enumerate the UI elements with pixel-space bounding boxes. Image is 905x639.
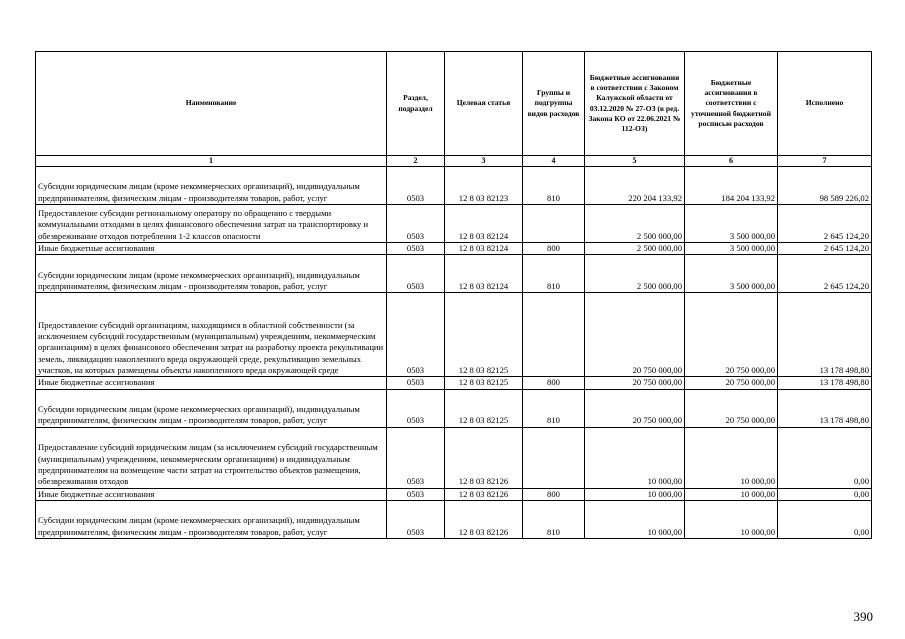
row-group: 800 — [523, 243, 585, 255]
row-name: Иные бюджетные ассигнования — [36, 243, 387, 255]
table-row — [36, 377, 872, 389]
row-refined-amount: 10 000,00 — [685, 501, 778, 539]
row-target: 12 8 03 82126 — [445, 501, 523, 539]
row-refined-amount: 3 500 000,00 — [685, 255, 778, 293]
row-section: 0503 — [387, 205, 445, 243]
row-law-amount: 10 000,00 — [585, 488, 685, 500]
header-section: Раздел, подраздел — [387, 52, 445, 156]
row-refined-amount: 20 750 000,00 — [685, 389, 778, 427]
row-law-amount: 20 750 000,00 — [585, 293, 685, 377]
header-name: Наименование — [36, 52, 387, 156]
row-executed-amount: 0,00 — [778, 501, 872, 539]
table-row — [36, 427, 872, 488]
row-group — [523, 293, 585, 377]
table-row — [36, 293, 872, 377]
column-number: 6 — [685, 156, 778, 167]
header-target: Целевая статья — [445, 52, 523, 156]
budget-table — [35, 51, 872, 539]
row-group: 800 — [523, 488, 585, 500]
row-law-amount: 2 500 000,00 — [585, 205, 685, 243]
row-refined-amount: 3 500 000,00 — [685, 243, 778, 255]
column-number: 1 — [36, 156, 387, 167]
row-target: 12 8 03 82124 — [445, 205, 523, 243]
row-law-amount: 10 000,00 — [585, 501, 685, 539]
column-number: 3 — [445, 156, 523, 167]
row-group: 810 — [523, 255, 585, 293]
row-target: 12 8 03 82125 — [445, 389, 523, 427]
table-row — [36, 501, 872, 539]
row-executed-amount: 2 645 124,20 — [778, 205, 872, 243]
row-section: 0503 — [387, 488, 445, 500]
row-section: 0503 — [387, 389, 445, 427]
column-number: 4 — [523, 156, 585, 167]
row-executed-amount: 2 645 124,20 — [778, 255, 872, 293]
row-executed-amount: 13 178 498,80 — [778, 389, 872, 427]
table-row — [36, 167, 872, 205]
row-refined-amount: 20 750 000,00 — [685, 293, 778, 377]
row-name: Субсидии юридическим лицам (кроме некоммерческих организаций), индивидуальным предпринимателям, физическим лицам - производителям товаров, работ, услуг — [36, 389, 387, 427]
column-number: 5 — [585, 156, 685, 167]
row-executed-amount: 98 589 226,02 — [778, 167, 872, 205]
header-executed: Исполнено — [778, 52, 872, 156]
row-law-amount: 220 204 133,92 — [585, 167, 685, 205]
row-executed-amount: 13 178 498,80 — [778, 293, 872, 377]
header-row — [36, 52, 872, 156]
column-number: 7 — [778, 156, 872, 167]
row-law-amount: 2 500 000,00 — [585, 255, 685, 293]
row-name: Субсидии юридическим лицам (кроме некоммерческих организаций), индивидуальным предпринимателям, физическим лицам - производителям товаров, работ, услуг — [36, 501, 387, 539]
row-target: 12 8 03 82126 — [445, 488, 523, 500]
row-section: 0503 — [387, 427, 445, 488]
row-name: Предоставление субсидий юридическим лицам (за исключением субсидий государственным (муниципальным) учреждениям, некоммерческим организациям) и индивидуальным предпринимателям на возмещение части затрат на строительство объектов размещения, обезвреживания отходов — [36, 427, 387, 488]
header-groups: Группы и подгруппы видов расходов — [523, 52, 585, 156]
row-section: 0503 — [387, 167, 445, 205]
row-target: 12 8 03 82125 — [445, 377, 523, 389]
row-name: Предоставление субсидии региональному оператору по обращению с твердыми коммунальными отходами в целях финансового обеспечения затрат на транспортировку и обезвреживание отходов потребления 1-2 классов опасности — [36, 205, 387, 243]
row-executed-amount: 2 645 124,20 — [778, 243, 872, 255]
row-group: 810 — [523, 167, 585, 205]
header-refined: Бюджетные ассигнования в соответствии с уточненной бюджетной росписью расходов — [685, 52, 778, 156]
row-name: Субсидии юридическим лицам (кроме некоммерческих организаций), индивидуальным предпринимателям, физическим лицам - производителям товаров, работ, услуг — [36, 167, 387, 205]
row-law-amount: 2 500 000,00 — [585, 243, 685, 255]
table-row — [36, 243, 872, 255]
row-section: 0503 — [387, 377, 445, 389]
row-name: Иные бюджетные ассигнования — [36, 488, 387, 500]
row-executed-amount: 0,00 — [778, 488, 872, 500]
column-number: 2 — [387, 156, 445, 167]
column-number-row — [36, 156, 872, 167]
row-name: Иные бюджетные ассигнования — [36, 377, 387, 389]
row-target: 12 8 03 82124 — [445, 255, 523, 293]
page-number: 390 — [853, 609, 873, 624]
row-law-amount: 10 000,00 — [585, 427, 685, 488]
row-refined-amount: 10 000,00 — [685, 488, 778, 500]
row-refined-amount: 20 750 000,00 — [685, 377, 778, 389]
table-row — [36, 488, 872, 500]
row-group — [523, 205, 585, 243]
row-section: 0503 — [387, 255, 445, 293]
row-name: Предоставление субсидий организациям, находящимся в областной собственности (за исключением субсидий государственным (муниципальным) учреждениям, некоммерческим организациям) в целях финансового обеспечения затрат на разработку проекта рекультивации земель, ликвидацию накопленного вреда окружающей среде, рекультивацию земельных участков, на которых размещены объекты накопленного вреда окружающей среде — [36, 293, 387, 377]
row-target: 12 8 03 82126 — [445, 427, 523, 488]
row-section: 0503 — [387, 293, 445, 377]
row-name: Субсидии юридическим лицам (кроме некоммерческих организаций), индивидуальным предпринимателям, физическим лицам - производителям товаров, работ, услуг — [36, 255, 387, 293]
row-section: 0503 — [387, 501, 445, 539]
row-refined-amount: 184 204 133,92 — [685, 167, 778, 205]
row-law-amount: 20 750 000,00 — [585, 377, 685, 389]
row-law-amount: 20 750 000,00 — [585, 389, 685, 427]
row-target: 12 8 03 82125 — [445, 293, 523, 377]
header-law: Бюджетные ассигнования в соответствии с Законом Калужской области от 03.12.2020 № 27-ОЗ (в ред. Закона КО от 22.06.2021 № 112-ОЗ) — [585, 52, 685, 156]
table-row — [36, 255, 872, 293]
row-target: 12 8 03 82124 — [445, 243, 523, 255]
row-group: 810 — [523, 389, 585, 427]
table-row — [36, 205, 872, 243]
row-group — [523, 427, 585, 488]
row-target: 12 8 03 82123 — [445, 167, 523, 205]
row-executed-amount: 0,00 — [778, 427, 872, 488]
row-group: 800 — [523, 377, 585, 389]
row-section: 0503 — [387, 243, 445, 255]
row-refined-amount: 3 500 000,00 — [685, 205, 778, 243]
table-row — [36, 389, 872, 427]
row-refined-amount: 10 000,00 — [685, 427, 778, 488]
row-group: 810 — [523, 501, 585, 539]
row-executed-amount: 13 178 498,80 — [778, 377, 872, 389]
